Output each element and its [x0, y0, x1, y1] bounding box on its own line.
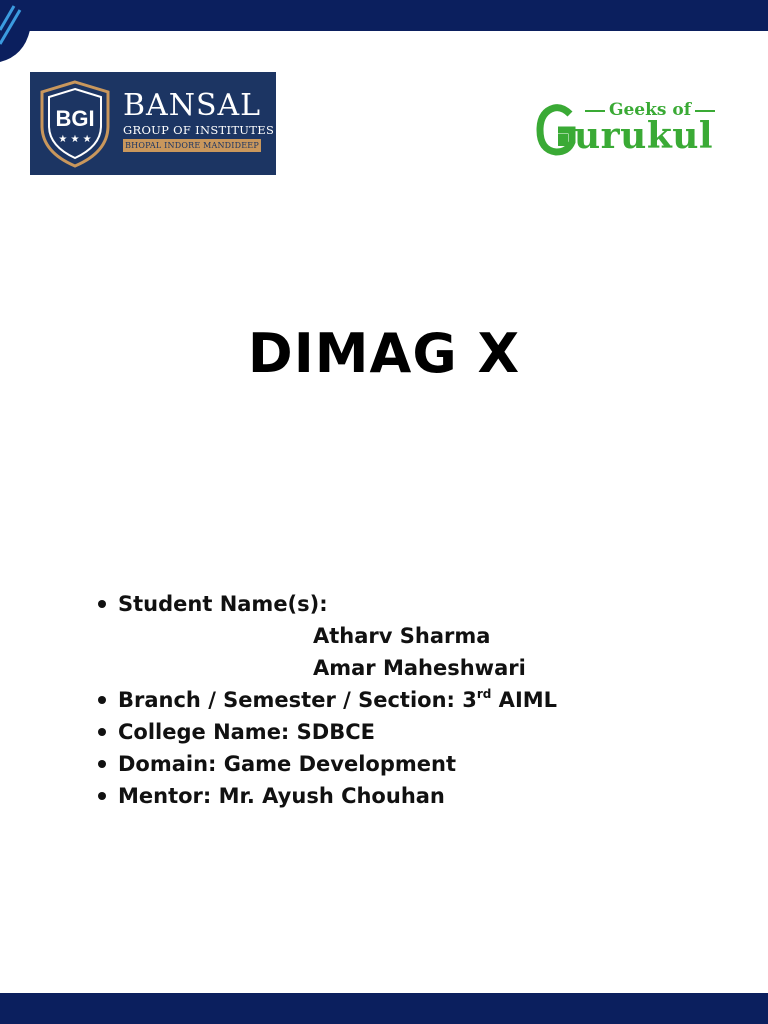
bgi-name: BANSAL — [123, 88, 262, 123]
student-name: Amar Maheshwari — [313, 656, 526, 680]
branch-semester-section: Branch / Semester / Section: 3rd AIML — [96, 684, 557, 716]
gurukul-tagline: Geeks of — [580, 100, 720, 120]
bgi-subtitle: GROUP OF INSTITUTES — [123, 123, 275, 137]
bansal-group-logo — [30, 72, 276, 175]
svg-text:★ ★ ★: ★ ★ ★ — [58, 134, 92, 145]
project-title: DIMAG X — [247, 322, 521, 385]
domain: Domain: Game Development — [96, 748, 557, 780]
project-details-list — [96, 588, 557, 812]
bgi-initials: BGI — [55, 106, 95, 131]
mentor: Mentor: Mr. Ayush Chouhan — [96, 780, 557, 812]
gurukul-g-emblem — [536, 102, 576, 156]
student-names-label: Student Name(s): — [96, 588, 557, 620]
college-name: College Name: SDBCE — [96, 716, 557, 748]
geeks-of-gurukul-logo — [536, 100, 726, 158]
top-banner — [0, 0, 768, 31]
bgi-cities: BHOPAL INDORE MANDIDEEP — [123, 139, 261, 152]
student-name: Atharv Sharma — [313, 624, 491, 648]
bgi-shield-emblem — [38, 80, 112, 168]
gurukul-wordmark: urukul — [574, 115, 714, 157]
corner-swoosh-decoration — [0, 0, 30, 64]
bottom-banner — [0, 993, 768, 1024]
